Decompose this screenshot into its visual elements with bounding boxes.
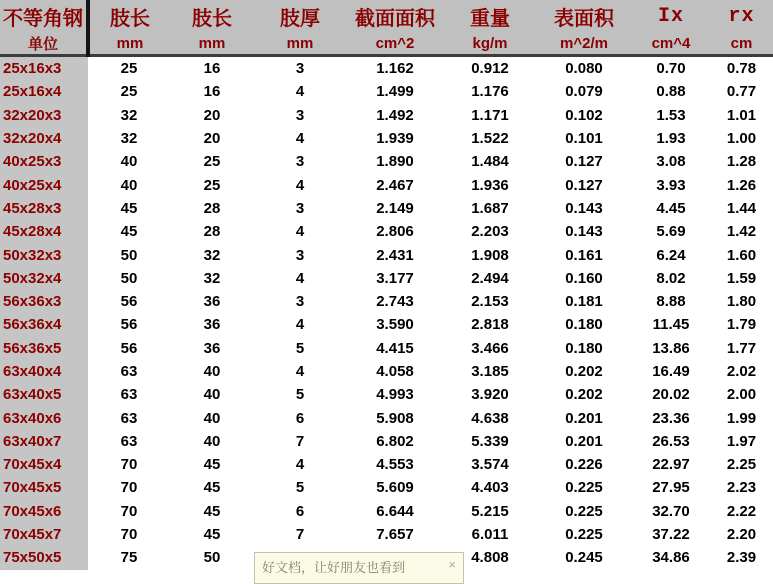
data-cell: 4 xyxy=(295,83,305,101)
data-cell: 2.153 xyxy=(471,293,509,311)
data-cell: 36 xyxy=(203,293,221,311)
col-unit-leg2: mm xyxy=(170,32,254,56)
data-cell: 25 xyxy=(203,153,221,171)
data-cell: 3.93 xyxy=(656,176,686,194)
data-cell: 1.936 xyxy=(471,176,509,194)
data-cell: 4.403 xyxy=(471,479,509,497)
data-cell: 1.60 xyxy=(726,246,757,264)
data-cell: 20 xyxy=(203,130,221,148)
data-cell: 0.201 xyxy=(565,409,603,427)
data-cell: 1.01 xyxy=(726,106,757,124)
data-cell: 4 xyxy=(295,130,305,148)
data-cell: 0.912 xyxy=(471,60,509,78)
data-cell: 1.492 xyxy=(376,106,414,124)
data-cell: 56 xyxy=(120,293,138,311)
data-cell: 40 xyxy=(120,153,138,171)
row-label-cell: 63x40x6 xyxy=(0,406,88,429)
data-cell: 3.590 xyxy=(376,316,414,334)
data-cell: 40 xyxy=(203,409,221,427)
table-row xyxy=(0,127,773,150)
data-cell: 56 xyxy=(120,316,138,334)
table-row xyxy=(0,523,773,546)
table-row xyxy=(0,290,773,313)
table-row xyxy=(0,220,773,243)
data-cell: 6 xyxy=(295,502,305,520)
data-cell: 0.70 xyxy=(656,60,686,78)
col-header-ix: Ix xyxy=(632,0,710,32)
data-cell: 22.97 xyxy=(652,456,690,474)
table-row xyxy=(0,360,773,383)
row-label-cell: 70x45x4 xyxy=(0,453,88,476)
data-cell: 1.26 xyxy=(726,176,757,194)
data-cell: 6.644 xyxy=(376,502,414,520)
data-cell: 7.657 xyxy=(376,526,414,544)
data-cell: 5.215 xyxy=(471,502,509,520)
data-cell: 1.890 xyxy=(376,153,414,171)
data-cell: 0.245 xyxy=(565,549,603,567)
data-cell: 16 xyxy=(203,60,221,78)
data-cell: 0.180 xyxy=(565,339,603,357)
data-cell: 2.806 xyxy=(376,223,414,241)
table-row xyxy=(0,80,773,103)
data-cell: 32 xyxy=(120,106,138,124)
data-cell: 2.431 xyxy=(376,246,414,264)
data-cell: 0.181 xyxy=(565,293,603,311)
row-label-cell: 45x28x3 xyxy=(0,197,88,220)
data-cell: 4.993 xyxy=(376,386,414,404)
data-cell: 2.00 xyxy=(726,386,757,404)
data-cell: 70 xyxy=(120,479,138,497)
row-label-cell: 70x45x6 xyxy=(0,500,88,523)
data-cell: 0.143 xyxy=(565,223,603,241)
data-cell: 4.808 xyxy=(471,549,509,567)
row-label-cell: 40x25x3 xyxy=(0,150,88,173)
table-row xyxy=(0,56,773,81)
col-unit-rx: cm xyxy=(710,32,773,56)
data-cell: 2.25 xyxy=(726,456,757,474)
data-cell: 0.226 xyxy=(565,456,603,474)
data-cell: 8.02 xyxy=(656,269,686,287)
data-cell: 3.08 xyxy=(656,153,686,171)
data-cell: 0.202 xyxy=(565,386,603,404)
table-row xyxy=(0,406,773,429)
data-cell: 1.162 xyxy=(376,60,414,78)
data-cell: 5.339 xyxy=(471,432,509,450)
data-cell: 2.818 xyxy=(471,316,509,334)
data-cell: 4.058 xyxy=(376,363,414,380)
data-cell: 2.20 xyxy=(726,526,757,544)
row-label-cell: 63x40x4 xyxy=(0,360,88,383)
data-cell: 1.00 xyxy=(726,130,757,148)
data-cell: 45 xyxy=(203,456,221,474)
data-cell: 70 xyxy=(120,502,138,520)
data-cell: 2.23 xyxy=(726,479,757,497)
data-cell: 1.939 xyxy=(376,130,414,148)
data-cell: 0.101 xyxy=(565,130,603,148)
data-cell: 2.22 xyxy=(726,502,757,520)
table-row xyxy=(0,243,773,266)
data-cell: 0.161 xyxy=(565,246,603,264)
col-header-leg1: 肢长 xyxy=(88,0,170,32)
row-label-cell: 32x20x3 xyxy=(0,104,88,127)
data-cell: 11.45 xyxy=(652,316,690,334)
data-cell: 5 xyxy=(295,386,305,404)
data-cell: 3.920 xyxy=(471,386,509,404)
data-cell: 1.79 xyxy=(726,316,757,334)
data-cell: 4.415 xyxy=(376,339,414,357)
data-cell: 1.522 xyxy=(471,130,509,148)
data-cell: 0.079 xyxy=(565,83,603,101)
table-row xyxy=(0,313,773,336)
data-cell: 63 xyxy=(120,363,138,380)
row-label-cell: 45x28x4 xyxy=(0,220,88,243)
data-cell: 50 xyxy=(120,246,138,264)
data-cell: 75 xyxy=(120,549,138,567)
data-cell: 1.99 xyxy=(726,409,757,427)
data-cell: 45 xyxy=(203,502,221,520)
data-cell: 32 xyxy=(203,246,221,264)
data-cell: 6 xyxy=(295,409,305,427)
data-cell: 28 xyxy=(203,199,221,217)
data-cell: 6.24 xyxy=(656,246,686,264)
data-cell: 3 xyxy=(295,60,305,78)
data-cell: 20.02 xyxy=(652,386,690,404)
data-cell: 2.494 xyxy=(471,269,509,287)
data-cell: 3 xyxy=(295,293,305,311)
data-cell: 32 xyxy=(203,269,221,287)
table-body xyxy=(0,56,773,570)
table-row xyxy=(0,430,773,453)
data-cell: 2.743 xyxy=(376,293,414,311)
data-cell: 5.609 xyxy=(376,479,414,497)
data-cell: 1.53 xyxy=(656,106,686,124)
data-cell: 70 xyxy=(120,456,138,474)
data-cell: 40 xyxy=(203,432,221,450)
data-cell: 0.127 xyxy=(565,153,603,171)
data-cell: 0.77 xyxy=(726,83,757,101)
data-cell: 36 xyxy=(203,339,221,357)
data-cell: 0.127 xyxy=(565,176,603,194)
data-cell: 4.553 xyxy=(376,456,414,474)
corner-unit: 单位 xyxy=(0,32,88,56)
data-cell: 34.86 xyxy=(652,549,690,567)
col-header-weight: 重量 xyxy=(444,0,536,32)
data-cell: 70 xyxy=(120,526,138,544)
header-unit-row xyxy=(0,32,773,56)
data-cell: 0.080 xyxy=(565,60,603,78)
row-label-cell: 70x45x5 xyxy=(0,476,88,499)
data-cell: 0.143 xyxy=(565,199,603,217)
col-unit-thickness: mm xyxy=(254,32,346,56)
col-unit-surface: m^2/m xyxy=(536,32,632,56)
data-cell: 32.70 xyxy=(652,502,690,520)
data-cell: 7 xyxy=(295,432,305,450)
data-cell: 2.149 xyxy=(376,199,414,217)
col-unit-area: cm^2 xyxy=(346,32,444,56)
close-icon[interactable]: × xyxy=(448,557,456,572)
data-cell: 40 xyxy=(203,386,221,404)
row-label-cell: 56x36x3 xyxy=(0,290,88,313)
data-cell: 4.45 xyxy=(656,199,686,217)
data-cell: 3 xyxy=(295,246,305,264)
data-cell: 1.97 xyxy=(726,432,757,450)
data-cell: 6.011 xyxy=(471,526,509,544)
data-cell: 1.77 xyxy=(726,339,757,357)
data-cell: 1.42 xyxy=(726,223,757,241)
data-cell: 1.80 xyxy=(726,293,757,311)
data-cell: 3.574 xyxy=(471,456,509,474)
data-cell: 63 xyxy=(120,432,138,450)
data-cell: 0.180 xyxy=(565,316,603,334)
data-cell: 0.88 xyxy=(656,83,686,101)
data-cell: 2.203 xyxy=(471,223,509,241)
data-cell: 3.185 xyxy=(471,363,509,380)
row-label-cell: 75x50x5 xyxy=(0,546,88,569)
data-cell: 5.908 xyxy=(376,409,414,427)
data-cell: 8.88 xyxy=(656,293,686,311)
data-cell: 3.177 xyxy=(376,269,414,287)
data-cell: 32 xyxy=(120,130,138,148)
data-cell: 0.160 xyxy=(565,269,603,287)
data-cell: 1.499 xyxy=(376,83,414,101)
data-cell: 3.466 xyxy=(471,339,509,357)
row-label-cell: 50x32x3 xyxy=(0,243,88,266)
data-cell: 1.59 xyxy=(726,269,757,287)
data-cell: 36 xyxy=(203,316,221,334)
data-cell: 25 xyxy=(120,60,138,78)
row-label-cell: 56x36x5 xyxy=(0,337,88,360)
data-cell: 4 xyxy=(295,363,305,380)
data-cell: 40 xyxy=(203,363,221,380)
row-label-cell: 56x36x4 xyxy=(0,313,88,336)
table-row xyxy=(0,150,773,173)
data-cell: 28 xyxy=(203,223,221,241)
table-row xyxy=(0,267,773,290)
data-cell: 45 xyxy=(120,223,138,241)
data-cell: 0.102 xyxy=(565,106,603,124)
data-cell: 0.225 xyxy=(565,502,603,520)
data-cell: 2.39 xyxy=(726,549,757,567)
row-label-cell: 50x32x4 xyxy=(0,267,88,290)
table-row xyxy=(0,337,773,360)
data-cell: 0.225 xyxy=(565,479,603,497)
data-cell: 1.28 xyxy=(726,153,757,171)
data-cell: 0.225 xyxy=(565,526,603,544)
col-header-area: 截面面积 xyxy=(346,0,444,32)
row-label-cell: 25x16x3 xyxy=(0,56,88,81)
data-cell: 1.44 xyxy=(726,199,757,217)
col-header-rx: rx xyxy=(710,0,773,32)
data-cell: 37.22 xyxy=(652,526,690,544)
data-cell: 45 xyxy=(203,526,221,544)
table-header xyxy=(0,0,773,56)
row-label-cell: 63x40x5 xyxy=(0,383,88,406)
col-unit-weight: kg/m xyxy=(444,32,536,56)
row-label-cell: 40x25x4 xyxy=(0,173,88,196)
data-cell: 4 xyxy=(295,269,305,287)
data-cell: 4.638 xyxy=(471,409,509,427)
data-cell: 6.802 xyxy=(376,432,414,450)
data-cell: 1.93 xyxy=(656,130,686,148)
data-cell: 1.176 xyxy=(471,83,509,101)
data-cell: 5.69 xyxy=(656,223,686,241)
data-cell: 20 xyxy=(203,106,221,124)
table-row xyxy=(0,383,773,406)
data-cell: 13.86 xyxy=(652,339,690,357)
data-cell: 1.687 xyxy=(471,199,509,217)
data-cell: 4 xyxy=(295,176,305,194)
data-cell: 56 xyxy=(120,339,138,357)
data-cell: 0.78 xyxy=(726,60,757,78)
row-label-cell: 63x40x7 xyxy=(0,430,88,453)
data-cell: 16 xyxy=(203,83,221,101)
data-cell: 7 xyxy=(295,526,305,544)
data-cell: 16.49 xyxy=(652,363,690,380)
data-cell: 1.171 xyxy=(471,106,509,124)
table-row xyxy=(0,476,773,499)
data-cell: 26.53 xyxy=(652,432,690,450)
col-header-surface: 表面积 xyxy=(536,0,632,32)
data-cell: 50 xyxy=(120,269,138,287)
data-cell: 3 xyxy=(295,153,305,171)
table-row xyxy=(0,104,773,127)
data-cell: 25 xyxy=(203,176,221,194)
data-cell: 50 xyxy=(203,549,221,567)
data-cell: 45 xyxy=(203,479,221,497)
row-label-cell: 25x16x4 xyxy=(0,80,88,103)
data-cell: 5 xyxy=(295,479,305,497)
col-unit-leg1: mm xyxy=(88,32,170,56)
data-cell: 2.02 xyxy=(726,363,757,380)
data-cell: 27.95 xyxy=(652,479,690,497)
table-row xyxy=(0,173,773,196)
data-cell: 0.202 xyxy=(565,363,603,380)
col-header-thickness: 肢厚 xyxy=(254,0,346,32)
table-row xyxy=(0,500,773,523)
data-cell: 3 xyxy=(295,106,305,124)
data-cell: 40 xyxy=(120,176,138,194)
data-cell: 1.908 xyxy=(471,246,509,264)
data-cell: 2.467 xyxy=(376,176,414,194)
data-cell: 4 xyxy=(295,223,305,241)
header-title-row xyxy=(0,0,773,32)
col-header-leg2: 肢长 xyxy=(170,0,254,32)
corner-title: 不等角钢 xyxy=(0,0,88,32)
data-cell: 3 xyxy=(295,199,305,217)
data-cell: 4 xyxy=(295,316,305,334)
data-cell: 63 xyxy=(120,409,138,427)
table-row xyxy=(0,453,773,476)
row-label-cell: 32x20x4 xyxy=(0,127,88,150)
row-label-cell: 70x45x7 xyxy=(0,523,88,546)
data-cell: 0.201 xyxy=(565,432,603,450)
data-cell: 45 xyxy=(120,199,138,217)
table-row xyxy=(0,197,773,220)
col-unit-ix: cm^4 xyxy=(632,32,710,56)
data-cell: 63 xyxy=(120,386,138,404)
share-popup[interactable] xyxy=(254,552,464,584)
data-cell: 4 xyxy=(295,456,305,474)
data-cell: 25 xyxy=(120,83,138,101)
data-cell: 23.36 xyxy=(652,409,690,427)
data-cell: 1.484 xyxy=(471,153,509,171)
share-popup-text: 好文档，让好朋友也看到 xyxy=(262,560,406,575)
data-cell: 5 xyxy=(295,339,305,357)
